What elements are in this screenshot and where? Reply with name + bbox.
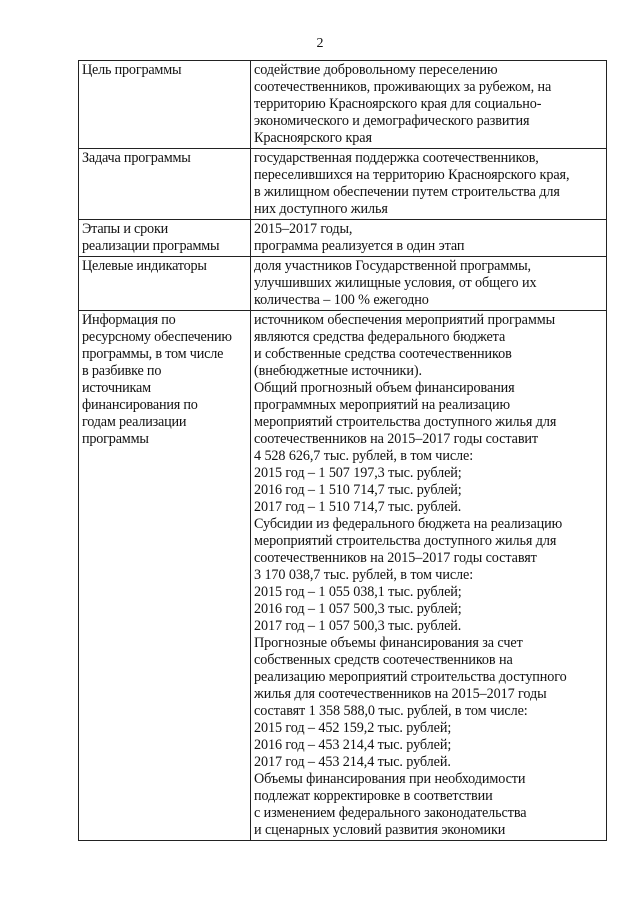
- row-label-cell: [79, 61, 251, 149]
- table-row: [79, 61, 607, 149]
- row-label-line: Целевые индикаторы: [82, 258, 207, 274]
- row-content-line: территорию Красноярского края для социально-: [254, 96, 542, 112]
- row-content-line: Прогнозные объемы финансирования за счет: [254, 635, 523, 651]
- row-label-cell: [79, 257, 251, 311]
- row-content-line: (внебюджетные источники).: [254, 363, 422, 379]
- row-content-line: улучшивших жилищные условия, от общего их: [254, 275, 537, 291]
- row-content-line: них доступного жилья: [254, 201, 388, 217]
- row-content-line: 2016 год – 453 214,4 тыс. рублей;: [254, 737, 452, 753]
- row-content-line: в жилищном обеспечении путем строительства для: [254, 184, 560, 200]
- row-content-line: составят 1 358 588,0 тыс. рублей, в том числе:: [254, 703, 528, 719]
- row-content-line: реализацию мероприятий строительства доступного: [254, 669, 567, 685]
- row-content-cell: [251, 220, 607, 257]
- row-label-line: финансирования по: [82, 397, 198, 413]
- row-content-line: источником обеспечения мероприятий программы: [254, 312, 556, 328]
- row-label-cell: [79, 149, 251, 220]
- row-content-line: 2016 год – 1 510 714,7 тыс. рублей;: [254, 482, 462, 498]
- row-label-line: источникам: [82, 380, 151, 396]
- row-content-line: подлежат корректировке в соответствии: [254, 788, 493, 804]
- row-label-line: в разбивке по: [82, 363, 162, 379]
- row-content-line: жилья для соотечественников на 2015–2017 годы: [254, 686, 547, 702]
- page-number: 2: [316, 36, 324, 51]
- table-row: [79, 149, 607, 220]
- row-content-line: программных мероприятий на реализацию: [254, 397, 510, 413]
- row-label-line: годам реализации: [82, 414, 187, 430]
- row-label-cell: [79, 220, 251, 257]
- row-label-line: Информация по: [82, 312, 176, 328]
- row-content-line: и сценарных условий развития экономики: [254, 822, 506, 838]
- row-content-line: экономического и демографического развития: [254, 113, 530, 129]
- row-label-line: Цель программы: [82, 62, 182, 78]
- row-label-line: Задача программы: [82, 150, 191, 166]
- row-content-line: с изменением федерального законодательства: [254, 805, 527, 821]
- table-row: [79, 311, 607, 841]
- row-content-line: 2015 год – 1 507 197,3 тыс. рублей;: [254, 465, 462, 481]
- row-content-line: 2015 год – 1 055 038,1 тыс. рублей;: [254, 584, 462, 600]
- row-content-line: Субсидии из федерального бюджета на реализацию: [254, 516, 563, 532]
- row-content-line: переселившихся на территорию Красноярского края,: [254, 167, 570, 183]
- table-row: [79, 220, 607, 257]
- row-content-line: и собственные средства соотечественников: [254, 346, 512, 362]
- row-content-line: 4 528 626,7 тыс. рублей, в том числе:: [254, 448, 474, 464]
- row-content-line: мероприятий строительства доступного жилья для: [254, 533, 557, 549]
- row-label-line: программы: [82, 431, 149, 447]
- row-content-cell: [251, 311, 607, 841]
- row-content-line: являются средства федерального бюджета: [254, 329, 506, 345]
- row-content-line: соотечественников на 2015–2017 годы составят: [254, 550, 537, 566]
- row-content-line: 3 170 038,7 тыс. рублей, в том числе:: [254, 567, 474, 583]
- row-content-line: 2015 год – 452 159,2 тыс. рублей;: [254, 720, 452, 736]
- row-content-line: Общий прогнозный объем финансирования: [254, 380, 515, 396]
- table-row: [79, 257, 607, 311]
- row-content-cell: [251, 149, 607, 220]
- row-content-line: количества – 100 % ежегодно: [254, 292, 429, 308]
- row-label-line: Этапы и сроки: [82, 221, 169, 237]
- row-content-line: 2017 год – 1 510 714,7 тыс. рублей.: [254, 499, 462, 515]
- row-content-line: 2015–2017 годы,: [254, 221, 353, 237]
- row-content-line: Красноярского края: [254, 130, 372, 146]
- row-content-cell: [251, 61, 607, 149]
- row-content-line: соотечественников на 2015–2017 годы составит: [254, 431, 539, 447]
- row-content-line: государственная поддержка соотечественников,: [254, 150, 539, 166]
- row-label-line: реализации программы: [82, 238, 220, 254]
- row-content-line: мероприятий строительства доступного жилья для: [254, 414, 557, 430]
- row-content-line: Объемы финансирования при необходимости: [254, 771, 526, 787]
- row-content-line: соотечественников, проживающих за рубежом, на: [254, 79, 552, 95]
- row-content-line: программа реализуется в один этап: [254, 238, 465, 254]
- row-label-line: ресурсному обеспечению: [82, 329, 232, 345]
- row-content-line: 2017 год – 1 057 500,3 тыс. рублей.: [254, 618, 462, 634]
- row-content-cell: [251, 257, 607, 311]
- row-label-cell: [79, 311, 251, 841]
- row-content-line: 2017 год – 453 214,4 тыс. рублей.: [254, 754, 451, 770]
- row-content-line: содействие добровольному переселению: [254, 62, 498, 78]
- program-passport-table: [78, 60, 607, 841]
- row-label-line: программы, в том числе: [82, 346, 224, 362]
- row-content-line: доля участников Государственной программы,: [254, 258, 531, 274]
- row-content-line: собственных средств соотечественников на: [254, 652, 513, 668]
- table-body: [79, 61, 607, 841]
- row-content-line: 2016 год – 1 057 500,3 тыс. рублей;: [254, 601, 462, 617]
